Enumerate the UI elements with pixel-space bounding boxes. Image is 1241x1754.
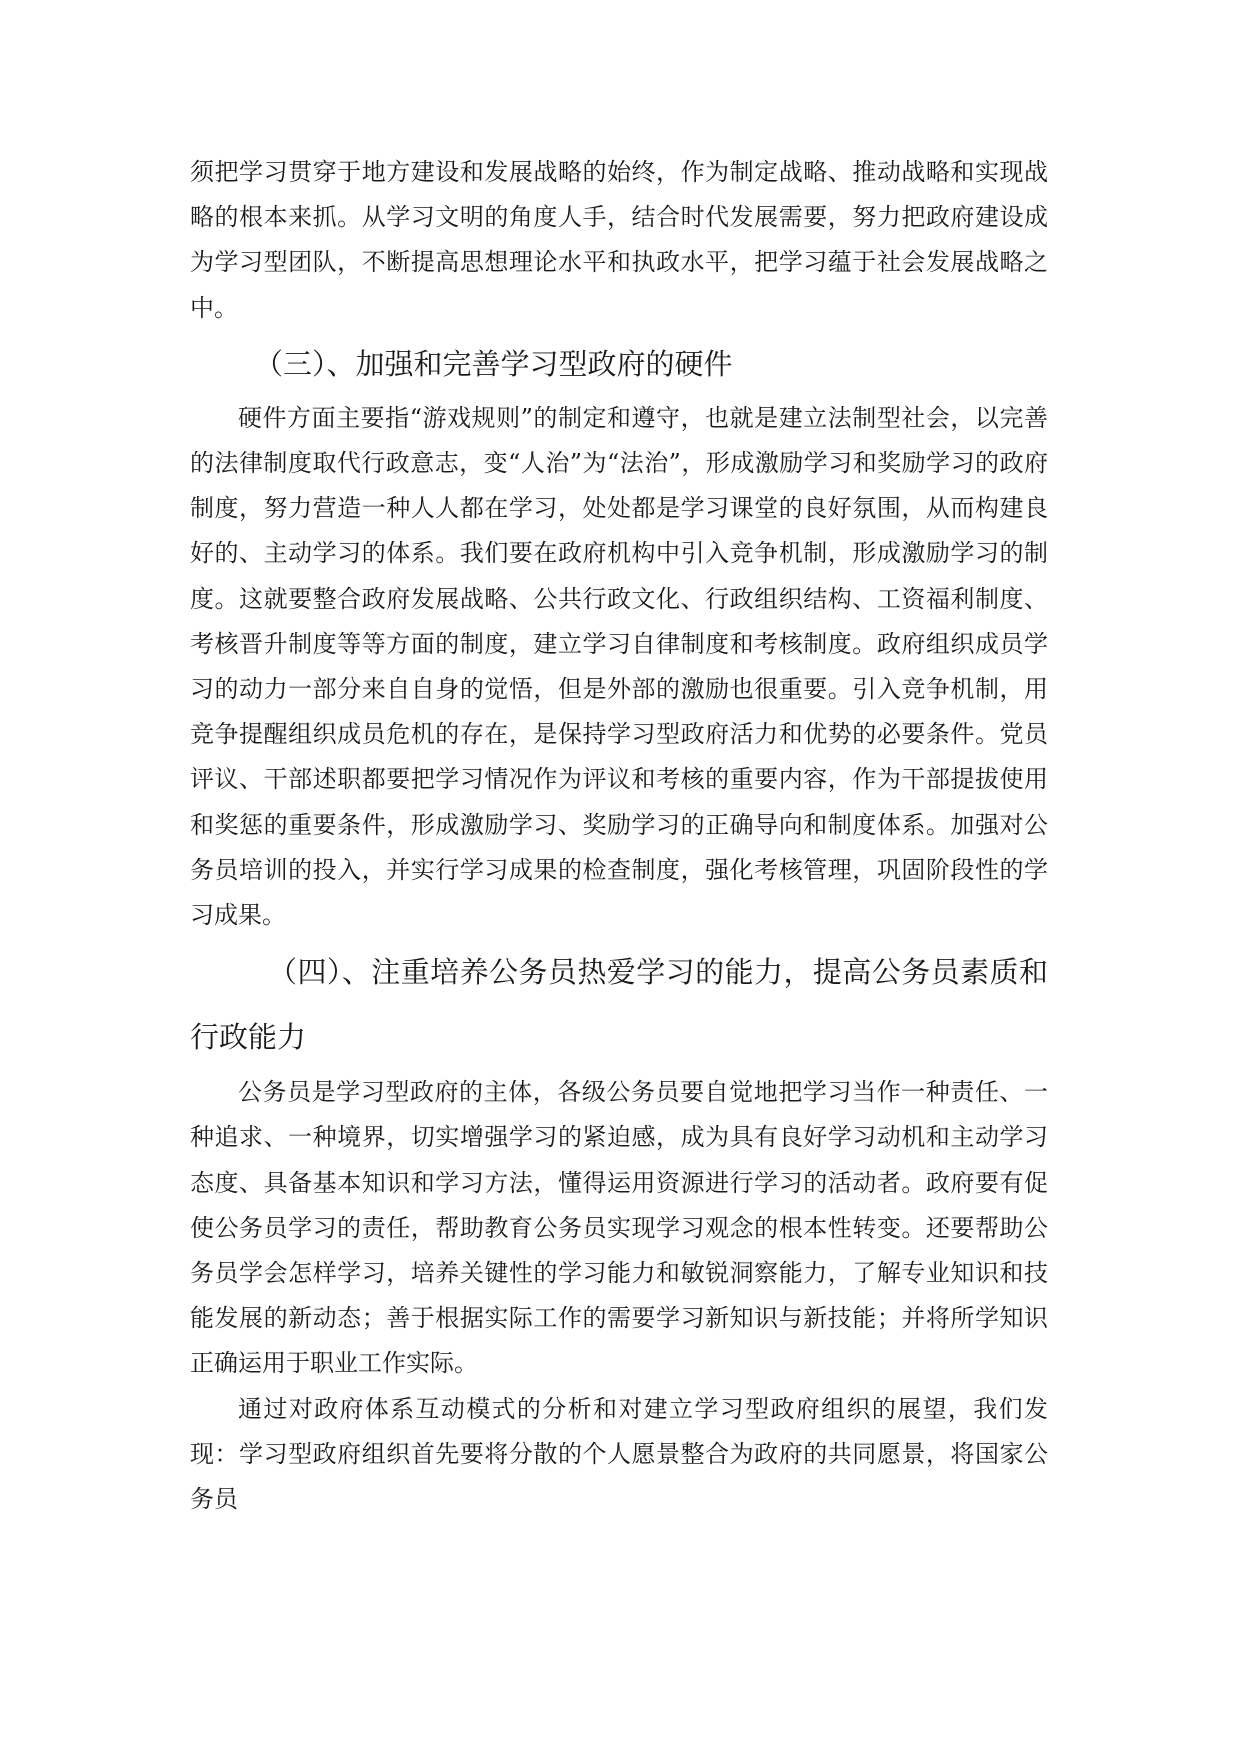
section-heading-3: （三）、加强和完善学习型政府的硬件 bbox=[254, 346, 733, 381]
body-paragraph-hardware: 硬件方面主要指“游戏规则”的制定和遵守，也就是建立法制型社会，以完善的法律制度取代行政意志，变“人治”为“法治”，形成激励学习和奖励学习的政府制度，努力营造一种人人都在学习，处处都是学习课堂的良好氛围，从而构建良好的、主动学习的体系。我们要在政府机构中引入竞争机制，形成激励学习的制度。这就要整合政府发展战略、公共行政文化、行政组织结构、工资福利制度、考核晋升制度等等方面的制度，建立学习自律制度和考核制度。政府组织成员学习的动力一部分来自自身的觉悟，但是外部的激励也很重要。引入竞争机制，用竞争提醒组织成员危机的存在，是保持学习型政府活力和优势的必要条件。党员评议、干部述职都要把学习情况作为评议和考核的重要内容，作为干部提拔使用和奖惩的重要条件，形成激励学习、奖励学习的正确导向和制度体系。加强对公务员培训的投入，并实行学习成果的检查制度，强化考核管理，巩固阶段性的学习成果。 bbox=[190, 403, 1048, 930]
body-paragraph-continued: 须把学习贯穿于地方建设和发展战略的始终，作为制定战略、推动战略和实现战略的根本来抓。从学习文明的角度人手，结合时代发展需要，努力把政府建设成为学习型团队，不断提高思想理论水平和执政水平，把学习蕴于社会发展战略之中。 bbox=[190, 158, 1048, 322]
body-paragraph-conclusion: 通过对政府体系互动模式的分析和对建立学习型政府组织的展望，我们发现：学习型政府组织首先要将分散的个人愿景整合为政府的共同愿景，将国家公务员 bbox=[190, 1394, 1048, 1514]
document-page bbox=[190, 150, 1048, 1522]
body-paragraph-civil-servants: 公务员是学习型政府的主体，各级公务员要自觉地把学习当作一种责任、一种追求、一种境界，切实增强学习的紧迫感，成为具有良好学习动机和主动学习态度、具备基本知识和学习方法，懂得运用资源进行学习的活动者。政府要有促使公务员学习的责任，帮助教育公务员实现学习观念的根本性转变。还要帮助公务员学会怎样学习，培养关键性的学习能力和敏锐洞察能力，了解专业知识和技能发展的新动态；善于根据实际工作的需要学习新知识与新技能；并将所学知识正确运用于职业工作实际。 bbox=[190, 1078, 1048, 1378]
section-heading-4: （四）、注重培养公务员热爱学习的能力，提高公务员素质和行政能力 bbox=[190, 955, 1048, 1055]
